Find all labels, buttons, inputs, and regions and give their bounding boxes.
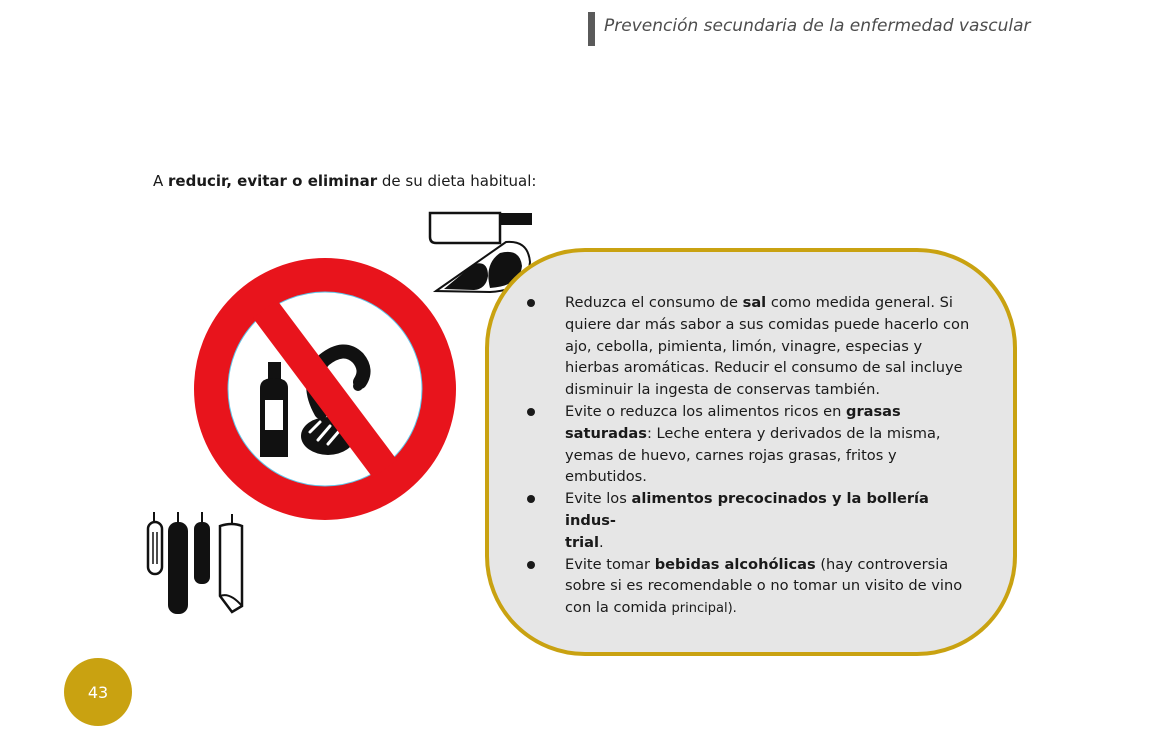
bullet-dot [527, 408, 535, 416]
bullet-text: : Leche entera y derivados de la misma, yemas de huevo, carnes rojas grasas, fritos y embutidos. [565, 424, 941, 486]
bullet-text: como medida general. Si quiere dar más sabor a sus comidas puede hacerlo con ajo, cebolla, pimienta, limón, vinagre, especias y hierbas aromáticas. Reducir el consumo de sal incluye disminuir la ingesta de conservas también. [565, 294, 970, 399]
header-accent-bar [588, 12, 595, 46]
intro-suffix: de su dieta habitual: [377, 172, 537, 190]
bullet-small-text: principal). [671, 601, 737, 617]
bullet-bold-text: grasas saturadas [565, 402, 901, 442]
page-number: 43 [64, 658, 132, 726]
recommendations-list [523, 292, 973, 620]
cured-sausages-icon [142, 508, 250, 618]
bullet-text: . [599, 533, 604, 551]
list-item [523, 401, 973, 488]
intro-prefix: A [153, 172, 169, 190]
bullet-text: (hay controversia sobre si es recomendable o no tomar un visito de vino con la comida [565, 555, 963, 617]
intro-sentence [153, 172, 536, 190]
bullet-text: Reduzca el consumo de [565, 294, 743, 311]
list-item [523, 292, 973, 401]
bullet-bold-text: bebidas alcohólicas [654, 555, 816, 573]
running-header-title: Prevención secundaria de la enfermedad vascular [604, 16, 1031, 36]
intro-bold: reducir, evitar o eliminar [168, 172, 378, 190]
bullet-dot [527, 495, 535, 503]
bullet-text: Evite tomar [565, 555, 655, 573]
list-item [523, 488, 973, 553]
bottle-icon [260, 362, 288, 457]
bullet-bold-text: trial [565, 533, 600, 551]
prohibition-sign-icon [186, 250, 464, 528]
bullet-dot [527, 299, 535, 307]
bullet-bold-text: sal [742, 294, 767, 311]
bullet-bold-text: alimentos precocinados y la bollería indus- [565, 490, 929, 529]
bullet-text: Evite los [565, 490, 632, 508]
bullet-text: Evite o reduzca los alimentos ricos en [565, 402, 846, 420]
list-item [523, 554, 973, 620]
bullet-dot [527, 561, 535, 569]
